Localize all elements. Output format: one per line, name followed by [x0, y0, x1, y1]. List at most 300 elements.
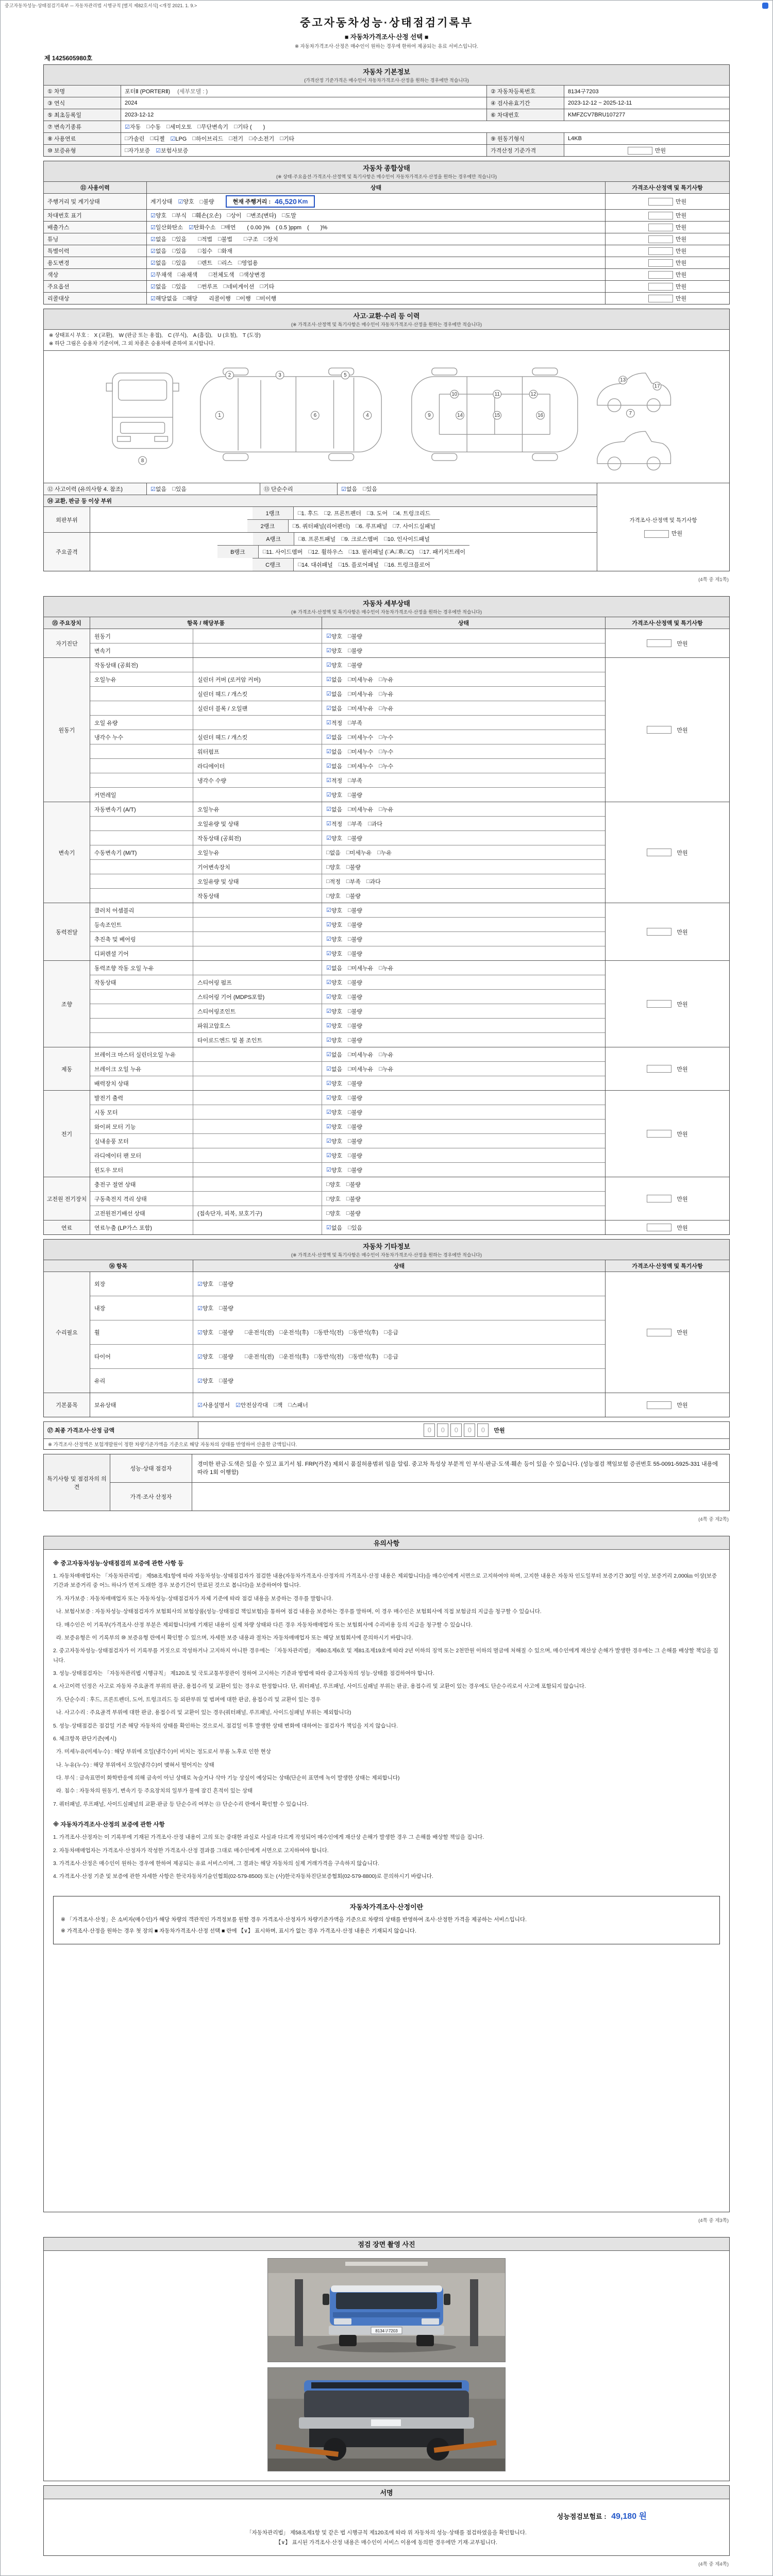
- label-base-price: 가격산정 기준가격: [487, 145, 564, 156]
- summary-row-price: [606, 245, 729, 257]
- detail-part: 작동상태: [90, 975, 193, 989]
- notice-line: 나. 사고수리 : 주요골격 부위에 대한 판금, 용접수리 및 교환이 있는 경우(쿼터패널, 루프패널, 사이드실패널 부위는 제외합니다): [53, 1709, 351, 1716]
- group-price-cell: [605, 1091, 729, 1177]
- detail-subpart: [193, 629, 322, 643]
- price-unit: 만원: [677, 850, 688, 856]
- price-unit: 만원: [675, 199, 687, 205]
- detail-status: ☑ 적정 □ 부족: [326, 719, 363, 726]
- svg-text:4: 4: [366, 413, 369, 418]
- etc-group-repair: [44, 1272, 729, 1393]
- detail-row: [90, 715, 605, 730]
- notice-line: 6. 체크항목 판단기준(예시): [53, 1735, 117, 1742]
- notice-section-header: [44, 1536, 729, 1550]
- detail-status: ☑ 양호 □ 불량: [326, 979, 363, 986]
- price-unit: 만원: [677, 727, 688, 734]
- price-survey-info-title: 자동차가격조사·산정이란: [349, 1903, 424, 1911]
- detail-status: ☑ 없음 □ 미세누수 □ 누수: [326, 762, 394, 770]
- price-blank-box: [647, 1224, 671, 1231]
- detail-group-selfdiagnosis: [44, 629, 729, 657]
- inspection-insurance-fee: [49, 2510, 724, 2521]
- price-digit-box: 0: [464, 1423, 475, 1437]
- detail-subpart: [193, 1163, 322, 1177]
- detail-subpart: 실린더 블록 / 오일팬: [193, 701, 322, 715]
- summary-row-price: [606, 257, 729, 268]
- detail-part: [90, 687, 193, 701]
- detail-part: 브레이크 오일 누유: [90, 1062, 193, 1076]
- etc-row: [90, 1320, 605, 1344]
- detail-group-steering: [44, 960, 729, 1047]
- detail-row: [90, 1047, 605, 1061]
- detail-group-powertrain: [44, 903, 729, 960]
- svg-text:6: 6: [313, 413, 317, 418]
- detail-part: [90, 759, 193, 773]
- summary-row-label: 배출가스: [44, 222, 147, 233]
- col-item-part: 항목 / 해당부품: [90, 617, 322, 629]
- detail-part: 오일 유량: [90, 716, 193, 730]
- page-marker: (4쪽 중 제2쪽): [698, 1517, 729, 1522]
- detail-row: [90, 1032, 605, 1047]
- outer-panel-group: [44, 506, 597, 532]
- signature-statement-2: 【∨】 표시된 가격조사·산정 내용은 매수인이 서비스 이용에 동의한 경우에만 기재·교부됩니다.: [276, 2539, 497, 2546]
- base-price-unit: 만원: [654, 148, 666, 154]
- group-price-cell: [605, 961, 729, 1047]
- value-first-registration: 2023-12-12: [121, 109, 487, 121]
- etc-part: 내장: [90, 1296, 193, 1320]
- group-price-cell: [605, 903, 729, 960]
- value-warranty-type: □ 자가보증 ☑ 보험사보증: [121, 145, 487, 156]
- label-vin: ⑥ 차대번호: [487, 109, 564, 121]
- legend-line-2: ※ 하단 그림은 승용차 기준이며, 그 외 차종은 승용차에 준하여 표시합니다.: [49, 341, 215, 347]
- opinion-author: 성능·상태 점검자: [110, 1454, 192, 1482]
- current-mileage-value: 46,520: [275, 197, 297, 206]
- opinion-author: 가격·조사 산정자: [110, 1483, 192, 1511]
- detail-part: [90, 990, 193, 1004]
- basic-section-title: 자동차 기본정보: [363, 68, 410, 76]
- diagram-number-12: [529, 390, 537, 398]
- label-warranty-type: ⑩ 보증유형: [44, 145, 121, 156]
- col-device: ⑮ 주요장치: [44, 617, 90, 629]
- svg-text:14: 14: [457, 413, 463, 418]
- detail-status: ☑ 양호 □ 불량: [326, 950, 363, 957]
- detail-subpart: [193, 1192, 322, 1206]
- detail-status: ☑ 없음 □ 미세누유 □ 누유: [326, 690, 394, 698]
- detail-row: [90, 816, 605, 831]
- summary-section-header: [44, 161, 729, 182]
- detail-row: [90, 1004, 605, 1018]
- detail-row: [90, 686, 605, 701]
- detail-row: [90, 658, 605, 672]
- detail-part: [90, 860, 193, 874]
- detail-row: [90, 931, 605, 946]
- notice-line: 2. 자동차매매업자는 가격조사·산정자가 작성한 가격조사·산정 결과를 그대로 매수인에게 서면으로 고지하여야 합니다.: [53, 1847, 329, 1854]
- odometer-status: 계기상태 ☑양호 □불량: [150, 199, 214, 205]
- photo-truck-underbody: [267, 2367, 506, 2471]
- detail-status: ☑ 없음 □ 있음: [326, 1224, 363, 1231]
- rank-name: C랭크: [253, 558, 294, 571]
- price-blank-box: [647, 1065, 671, 1073]
- detail-part: 충전구 절연 상태: [90, 1177, 193, 1191]
- detail-subpart: 실린더 커버 (로커암 커버): [193, 672, 322, 686]
- group-price-cell: [605, 1047, 729, 1090]
- etc-part: 외장: [90, 1272, 193, 1296]
- basic-row-year: [44, 97, 729, 109]
- notice-line: 라. 보증유형은 이 기록부의 ⑩ 보증유형 란에서 확인할 수 있으며, 자세한 보증 내용과 절차는 자동차매매업자 또는 해당 보험회사에 문의하시기 바랍니다.: [53, 1634, 413, 1641]
- summary-row: [44, 268, 729, 280]
- detail-status: ☑ 양호 □ 불량: [326, 835, 363, 842]
- summary-row-status: ☑ 무채색 □ 유채색 □ 전체도색 □ 색상변경: [147, 269, 606, 280]
- svg-text:7: 7: [629, 411, 632, 417]
- group-price-cell: [605, 1177, 729, 1220]
- detail-row: [90, 903, 605, 917]
- detail-part: 자동변속기 (A/T): [90, 802, 193, 816]
- rank-name: A랭크: [253, 533, 294, 545]
- detail-row: [90, 874, 605, 888]
- etc-row: [90, 1393, 605, 1417]
- summary-row-mileage: [44, 193, 729, 209]
- detail-subpart: 파워고압호스: [193, 1019, 322, 1032]
- detail-status: ☑ 없음 □ 미세누유 □ 누유: [326, 806, 394, 813]
- car-diagram-area: [44, 351, 729, 483]
- accident-section-header: [44, 309, 729, 330]
- summary-row-status: ☑ 없음 □ 있음 □ 렌트 □ 리스 □ 영업용: [147, 257, 606, 268]
- price-blank-box: [647, 1195, 671, 1202]
- summary-row: [44, 209, 729, 221]
- summary-row-status: ☑ 양호 □ 부식 □ 훼손(오손) □ 상이 □ 변조(변타) □ 도말: [147, 210, 606, 221]
- label-transmission: ⑦ 변속기종류: [44, 121, 121, 132]
- device-name: 동력전달: [44, 903, 90, 960]
- svg-text:1: 1: [218, 413, 221, 418]
- price-unit: 만원: [675, 225, 687, 231]
- price-unit: 만원: [675, 248, 687, 255]
- current-mileage-unit: Km: [297, 198, 308, 205]
- detail-part: 디퍼렌셜 기어: [90, 946, 193, 960]
- col-price: 가격조사·산정액 및 특기사항: [606, 182, 729, 193]
- summary-row-status: ☑ 없음 □ 있음 □ 적법 □ 불법 □ 구조 □ 장치: [147, 233, 606, 245]
- detail-subpart: [193, 1062, 322, 1076]
- basic-row-first-reg: [44, 109, 729, 121]
- detail-column-header: [44, 617, 729, 629]
- rank-items: □ 5. 쿼터패널(리어펜더) □ 6. 루프패널 □ 7. 사이드실패널: [292, 523, 436, 530]
- summary-row-label: 용도변경: [44, 257, 147, 268]
- detail-status: ☑ 양호 □ 불량: [326, 921, 363, 928]
- notice-line: 3. 성능·상태점검자는 「자동차관리법 시행규칙」 제120조 및 국토교통부장관이 정하여 고시하는 기준과 방법에 따라 중고자동차의 성능·상태를 점검하여야 합니다.: [53, 1670, 434, 1676]
- summary-column-header: [44, 182, 729, 193]
- summary-row-status: ☑ 없음 □ 있음 □ 썬루프 □ 네비게이션 □ 기타: [147, 281, 606, 292]
- svg-text:3: 3: [278, 372, 281, 378]
- etc-status: ☑ 양호 □ 불량 □ 운전석(전) □ 운전석(후) □ 동반석(전) □ 동반석(후) □ 응급: [197, 1329, 398, 1336]
- diagram-number-3: [276, 371, 284, 379]
- device-name: 원동기: [44, 658, 90, 802]
- group-basic-items: 기본품목: [44, 1393, 90, 1417]
- basic-row-fuel: [44, 132, 729, 144]
- detail-group-transmission: [44, 802, 729, 903]
- notice-heading-1: ※ 중고자동차성능·상태점검의 보증에 관한 사항 등: [53, 1561, 184, 1567]
- diagram-number-1: [215, 411, 224, 419]
- detail-subpart: [193, 903, 322, 917]
- etc-section-title: 자동차 기타정보: [363, 1243, 410, 1250]
- damage-code-legend: [44, 330, 729, 351]
- accident-section-note: (※ 가격조사·산정액 및 특기사항은 매수인이 자동차가격조사·산정을 원하는 경우에만 적습니다): [291, 322, 482, 327]
- final-price-note: ※ 가격조사·산정액은 보험개발원이 정한 차량기준가액을 기준으로 해당 자동차의 상태를 반영하여 산출한 금액입니다.: [44, 1438, 729, 1449]
- detail-status: ☑ 양호 □ 불량: [326, 1138, 363, 1145]
- device-name: 연료: [44, 1221, 90, 1234]
- col-status: 상태: [193, 1260, 606, 1272]
- opinion-text: [192, 1483, 729, 1511]
- detail-status: ☑ 없음 □ 미세누유 □ 누유: [326, 676, 394, 683]
- detail-status: ☑ 양호 □ 불량: [326, 1166, 363, 1174]
- detail-row: [90, 701, 605, 715]
- detail-part: 냉각수 누수: [90, 730, 193, 744]
- notice-line: 가. 자가보증 : 자동차매매업자 또는 자동차성능·상태점검자가 자체 기준에 따라 점검 내용을 보증하는 경우를 말합니다.: [53, 1595, 333, 1602]
- price-blank-box: [648, 235, 673, 243]
- value-simple-repair: ☑ 없음 □ 있음: [341, 486, 378, 493]
- detail-part: 고전원전기배선 상태: [90, 1206, 193, 1220]
- label-accident-history: ⑫ 사고이력 (유의사항 4. 참조): [44, 483, 147, 495]
- detail-subpart: 오일누유: [193, 845, 322, 859]
- detail-status: ☑ 양호 □ 불량: [326, 1022, 363, 1029]
- diagram-number-17: [653, 382, 661, 391]
- detail-part: 동력조향 작동 오일 누유: [90, 961, 193, 975]
- detail-subpart: [193, 788, 322, 802]
- detail-status: ☑ 없음 □ 미세누유 □ 누유: [326, 705, 394, 712]
- etc-section-note: (※ 가격조사·산정액 및 특기사항은 매수인이 자동차가격조사·산정을 원하는 경우에만 적습니다): [291, 1252, 482, 1258]
- detail-part: 연료누출 (LP가스 포함): [90, 1221, 193, 1234]
- detail-part: [90, 1019, 193, 1032]
- price-blank-box: [644, 530, 669, 538]
- price-digit-box: 0: [437, 1423, 448, 1437]
- svg-text:11: 11: [494, 392, 500, 398]
- detail-status: ☑ 양호 □ 불량: [326, 1152, 363, 1159]
- notice-line: 나. 누유(누수) : 해당 부위에서 오일(냉각수)이 맺혀서 떨어지는 상태: [53, 1761, 214, 1768]
- rank-items: □ 11. 사이드멤버 □ 12. 휠하우스 □ 13. 필러패널 ( □ A, □ B, □ C) □ 17. 패키지트레이: [262, 549, 466, 555]
- detail-part: [90, 1033, 193, 1047]
- detail-status: □ 양호 □ 불량: [326, 1195, 361, 1202]
- final-price-value: [198, 1422, 729, 1438]
- summary-row-label: 특별이력: [44, 245, 147, 257]
- detail-row: [90, 989, 605, 1004]
- diagram-number-5: [341, 371, 349, 379]
- rank-row: [247, 519, 440, 532]
- accident-section-title: 사고·교환·수리 등 이력: [353, 312, 420, 320]
- svg-text:15: 15: [494, 413, 500, 418]
- price-blank-box: [648, 271, 673, 279]
- accident-price-value: [644, 529, 682, 538]
- accident-price-label: 가격조사·산정액 및 특기사항: [629, 517, 697, 524]
- detail-section-note: (※ 가격조사·산정액 및 특기사항은 매수인이 자동차가격조사·산정을 원하는 경우에만 적습니다): [291, 609, 482, 615]
- detail-status: ☑ 없음 □ 미세누유 □ 누유: [326, 1051, 394, 1058]
- group-price-cell: [605, 802, 729, 903]
- section-inspection-photos: [43, 2237, 730, 2481]
- price-unit: 만원: [675, 213, 687, 219]
- svg-text:5: 5: [344, 372, 347, 378]
- detail-row: [90, 1119, 605, 1133]
- etc-status: ☑ 양호 □ 불량: [197, 1281, 234, 1287]
- rank-items: □ 14. 대쉬패널 □ 15. 플로어패널 □ 16. 트렁크플로어: [298, 562, 430, 568]
- price-blank-box: [647, 849, 671, 856]
- etc-group-basic-items: [44, 1393, 729, 1417]
- group-repair-needed: 수리필요: [44, 1272, 90, 1393]
- section-basic-info: [43, 64, 730, 157]
- detail-part: 윈도우 모터: [90, 1163, 193, 1177]
- summary-section-title: 자동차 종합상태: [363, 164, 410, 172]
- price-blank-box: [648, 259, 673, 267]
- notice-line: 다. 부식 : 금속표면이 화학반응에 의해 금속이 아닌 상태로 녹슬거나 삭아 기능 상실이 예상되는 상태(단순히 표면에 녹이 발생한 상태는 제외합니다): [53, 1775, 400, 1781]
- value-inspection-validity: 2023-12-12 ~ 2025-12-11: [568, 100, 632, 106]
- app-icon[interactable]: [762, 3, 768, 9]
- detail-status: □ 양호 □ 불량: [326, 1181, 361, 1188]
- detail-status: ☑ 없음 □ 미세누유 □ 누유: [326, 1065, 394, 1073]
- detail-row: [90, 1191, 605, 1206]
- accident-detail-area: [44, 483, 729, 571]
- value-car-name: [121, 86, 487, 97]
- detail-part: [90, 773, 193, 787]
- diagram-number-4: [363, 411, 372, 419]
- detail-status: ☑ 적정 □ 부족 □ 과다: [326, 820, 382, 827]
- detail-row: [90, 888, 605, 903]
- notice-line: 가. 단순수리 : 후드, 프론트펜더, 도어, 트렁크리드 등 외판부위 및 범퍼에 대한 판금, 용접수리 및 교환이 있는 경우: [53, 1696, 321, 1703]
- price-unit: 만원: [677, 1402, 688, 1409]
- price-unit: 만원: [677, 640, 688, 647]
- etc-row: [90, 1368, 605, 1393]
- photo-truck-front: [267, 2258, 506, 2362]
- price-unit: 만원: [677, 1330, 688, 1336]
- section-overall-condition: [43, 161, 730, 304]
- label-simple-repair: ⑬ 단순수리: [260, 483, 338, 495]
- detail-status: □ 양호 □ 불량: [326, 863, 361, 871]
- detail-subpart: 작동상태 (공회전): [193, 831, 322, 845]
- rank-items: □ 1. 후드 □ 2. 프론트펜더 □ 3. 도어 □ 4. 트렁크리드: [297, 510, 431, 517]
- svg-text:12: 12: [530, 392, 536, 398]
- detail-row: [90, 859, 605, 874]
- detail-part: 브레이크 마스터 실린더오일 누유: [90, 1047, 193, 1061]
- label-model-year: ③ 연식: [44, 97, 121, 109]
- label-mileage: 주행거리 및 계기상태: [44, 194, 147, 209]
- detail-subpart: (접속단자, 피복, 보호기구): [193, 1206, 322, 1220]
- detail-subpart: 워터펌프: [193, 744, 322, 758]
- svg-text:8: 8: [141, 457, 144, 464]
- summary-row: [44, 233, 729, 245]
- notice-line: 5. 성능·상태점검은 점검일 기준 해당 자동차의 상태를 확인하는 것으로서, 점검일 이후 발생한 상태 변화에 대하여는 점검자가 책임을 지지 않습니다.: [53, 1722, 398, 1729]
- detail-part: [90, 874, 193, 888]
- svg-text:9: 9: [428, 413, 431, 418]
- label-inspection-validity: ④ 검사유효기간: [487, 97, 564, 109]
- diagram-number-6: [311, 411, 320, 419]
- detail-part: 변속기: [90, 643, 193, 657]
- detail-part: [90, 744, 193, 758]
- detail-row: [90, 1177, 605, 1191]
- detail-status: □ 없음 □ 미세누유 □ 누유: [326, 849, 392, 856]
- detail-part: 원동기: [90, 629, 193, 643]
- basic-row-transmission: [44, 121, 729, 132]
- detail-row: [90, 1221, 605, 1234]
- etc-row: [90, 1272, 605, 1296]
- detail-status: ☑ 양호 □ 불량: [326, 647, 363, 654]
- summary-row-price: [606, 210, 729, 221]
- detail-subpart: [193, 946, 322, 960]
- summary-row-status: ☑ 없음 □ 있음 □ 침수 □ 화재: [147, 245, 606, 257]
- page-title: 중고자동차성능·상태점검기록부: [300, 17, 473, 29]
- final-price-unit: 만원: [494, 1428, 505, 1434]
- summary-row: [44, 280, 729, 292]
- section-accident-history: [43, 309, 730, 571]
- section-detailed-condition: [43, 596, 730, 1235]
- etc-status: ☑ 사용설명서 ☑ 안전삼각대 □ 잭 □ 스패너: [197, 1402, 308, 1409]
- detail-row: [90, 831, 605, 845]
- detail-subpart: 타이로드엔드 및 볼 조인트: [193, 1033, 322, 1047]
- accident-price-cell: [597, 483, 729, 571]
- notice-line: 가. 미세누유(미세누수) : 해당 부위에 오일(냉각수)이 비치는 정도로서 부품 노후로 인한 현상: [53, 1749, 271, 1755]
- section-etc-info: [43, 1239, 730, 1417]
- detail-part: [90, 1004, 193, 1018]
- detail-subpart: 스티어링 펌프: [193, 975, 322, 989]
- detail-status: ☑ 양호 □ 불량: [326, 633, 363, 640]
- detail-row: [90, 1018, 605, 1032]
- rank-row: [253, 558, 434, 571]
- detail-section-title: 자동차 세부상태: [363, 600, 410, 607]
- summary-row: [44, 221, 729, 233]
- detail-row: [90, 1061, 605, 1076]
- detail-group-highvoltage: [44, 1177, 729, 1220]
- detail-row: [90, 1076, 605, 1090]
- detail-part: [90, 817, 193, 831]
- detail-status: ☑ 양호 □ 불량: [326, 1094, 363, 1101]
- detail-row: [90, 946, 605, 960]
- detail-part: 등속조인트: [90, 918, 193, 931]
- detail-row: [90, 1148, 605, 1162]
- rank-name: 1랭크: [253, 507, 294, 519]
- current-mileage-box: [226, 195, 315, 208]
- label-reg-no: ② 자동차등록번호: [487, 86, 564, 97]
- svg-text:16: 16: [537, 413, 544, 418]
- diagram-number-15: [493, 411, 501, 419]
- value-model-year: 2024: [121, 97, 487, 109]
- label-final-price: ⑰ 최종 가격조사·산정 금액: [44, 1422, 198, 1438]
- signature-body: [44, 2499, 729, 2555]
- detail-group-fuel: [44, 1220, 729, 1234]
- etc-part: 타이어: [90, 1345, 193, 1368]
- detail-part: [90, 889, 193, 903]
- svg-text:10: 10: [451, 392, 458, 398]
- section-final-price: [43, 1421, 730, 1450]
- detail-subpart: 스티어링 기어 (MDPS포함): [193, 990, 322, 1004]
- notice-line: 2. 중고자동차성능·상태점검자가 이 기록부를 거짓으로 작성하거나 고지하지 아니한 경우에는 「자동차관리법」 제80조제6호 및 제81조제19호에 따라 2년 이하의 징역 또는 2천만원 이하의 벌금에 처해질 수 있으며, 매수인에게 재산상 손해가 발생한 경우에는 그 손해를 배상할 책임을 집니다.: [53, 1648, 718, 1664]
- detail-subpart: [193, 658, 322, 672]
- signature-section-header: [44, 2486, 729, 2499]
- detail-status: ☑ 양호 □ 불량: [326, 907, 363, 914]
- price-unit: 만원: [675, 260, 687, 266]
- etc-column-header: [44, 1260, 729, 1272]
- opinion-row: [110, 1454, 729, 1482]
- detail-subpart: [193, 932, 322, 946]
- detail-subpart: [193, 961, 322, 975]
- price-unit: 만원: [675, 284, 687, 290]
- price-survey-info-box: [53, 1896, 720, 1945]
- notice-heading-2: ※ 자동차가격조사·산정의 보증에 관한 사항: [53, 1822, 165, 1828]
- detail-status: ☑ 양호 □ 불량: [326, 1109, 363, 1116]
- device-name: 자기진단: [44, 629, 90, 657]
- basic-section-note: (가격산정 기준가격은 매수인이 자동차가격조사·산정을 원하는 경우에만 적습니다): [304, 78, 469, 83]
- page-marker: (4쪽 중 제3쪽): [698, 2218, 729, 2224]
- device-name: 제동: [44, 1047, 90, 1090]
- price-blank-box: [647, 1130, 671, 1138]
- detail-subpart: [193, 1148, 322, 1162]
- detail-part: 실내송풍 모터: [90, 1134, 193, 1148]
- detail-subpart: [193, 1076, 322, 1090]
- label-outer-panel: 외판부위: [44, 507, 90, 532]
- device-name: 고전원 전기장치: [44, 1177, 90, 1220]
- detail-subpart: 실린더 헤드 / 개스킷: [193, 687, 322, 701]
- opinion-row: [110, 1482, 729, 1511]
